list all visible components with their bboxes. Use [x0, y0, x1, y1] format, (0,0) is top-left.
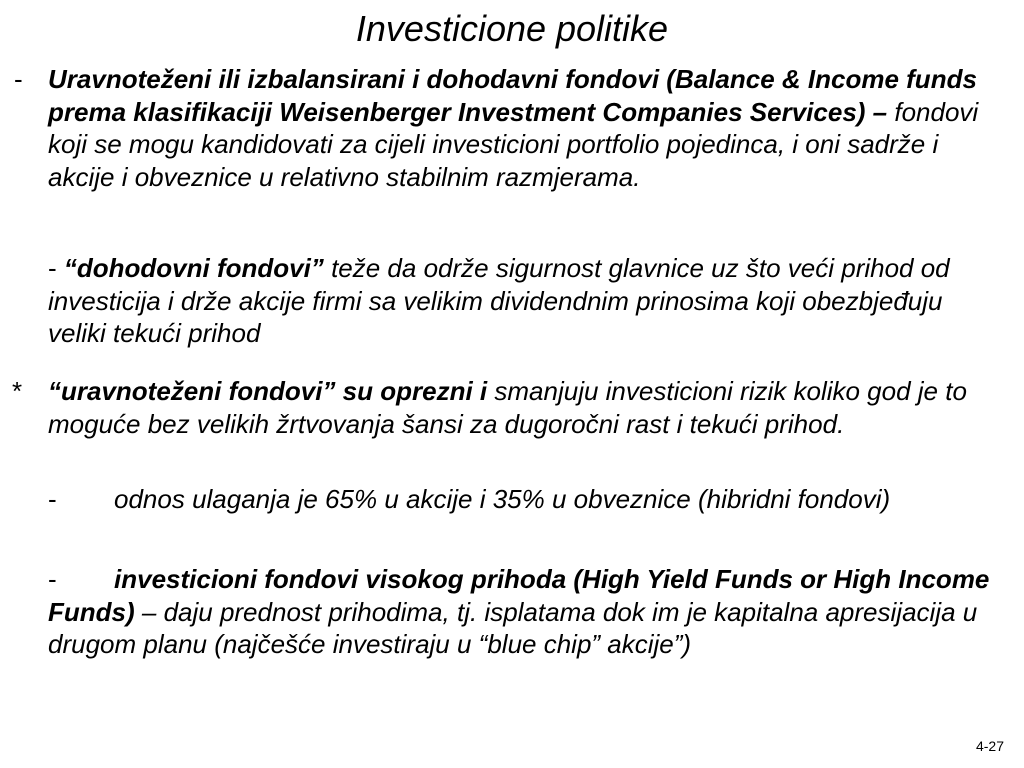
paragraph-income-funds	[48, 252, 998, 350]
page-number: 4-27	[975, 738, 1004, 754]
paragraph-text: fondovi koji se mogu kandidovati za cijeli investicioni portfolio pojedinca, i oni sadrže i akcije i obveznice u relativno stabilnim razmjerama.	[48, 96, 979, 192]
bullet-dash: -	[48, 564, 57, 594]
slide-title: Investicione politike	[355, 8, 669, 49]
paragraph-investment-ratio	[48, 483, 998, 516]
bold-term: investicioni fondovi visokog prihoda (High Yield Funds or High Income Funds)	[48, 564, 990, 627]
bullet-dash: -	[14, 64, 23, 94]
paragraph-high-yield-funds	[48, 563, 998, 661]
bold-term: Uravnoteženi ili izbalansirani i dohodavni fondovi (Balance & Income funds prema klasifikaciji Weisenberger Investment Companies Services) –	[48, 64, 977, 127]
bullet-star: *	[12, 376, 23, 406]
bullet-dash: -	[48, 484, 57, 514]
bold-term: “dohodovni fondovi”	[63, 253, 324, 283]
paragraph-text: odnos ulaganja je 65% u akcije i 35% u obveznice (hibridni fondovi)	[114, 484, 891, 514]
bullet-dash: -	[48, 253, 64, 283]
paragraph-text: teže da održe sigurnost glavnice uz što veći prihod od investicija i drže akcije firmi sa velikim dividendnim prinosima koji obezbjeđuju veliki tekući prihod	[48, 253, 950, 348]
bold-term: “uravnoteženi fondovi” su oprezni i	[48, 376, 488, 406]
paragraph-text: – daju prednost prihodima, tj. isplatama dok im je kapitalna apresijacija u drugom planu (najčešće investiraju u “blue chip” akcije”)	[48, 596, 978, 659]
paragraph-balanced-funds	[48, 375, 998, 440]
paragraph-text: smanjuju investicioni rizik koliko god je to moguće bez velikih žrtvovanja šansi za dugoročni rast i tekući prihod.	[48, 376, 967, 439]
paragraph-balanced-income-funds	[48, 63, 998, 193]
